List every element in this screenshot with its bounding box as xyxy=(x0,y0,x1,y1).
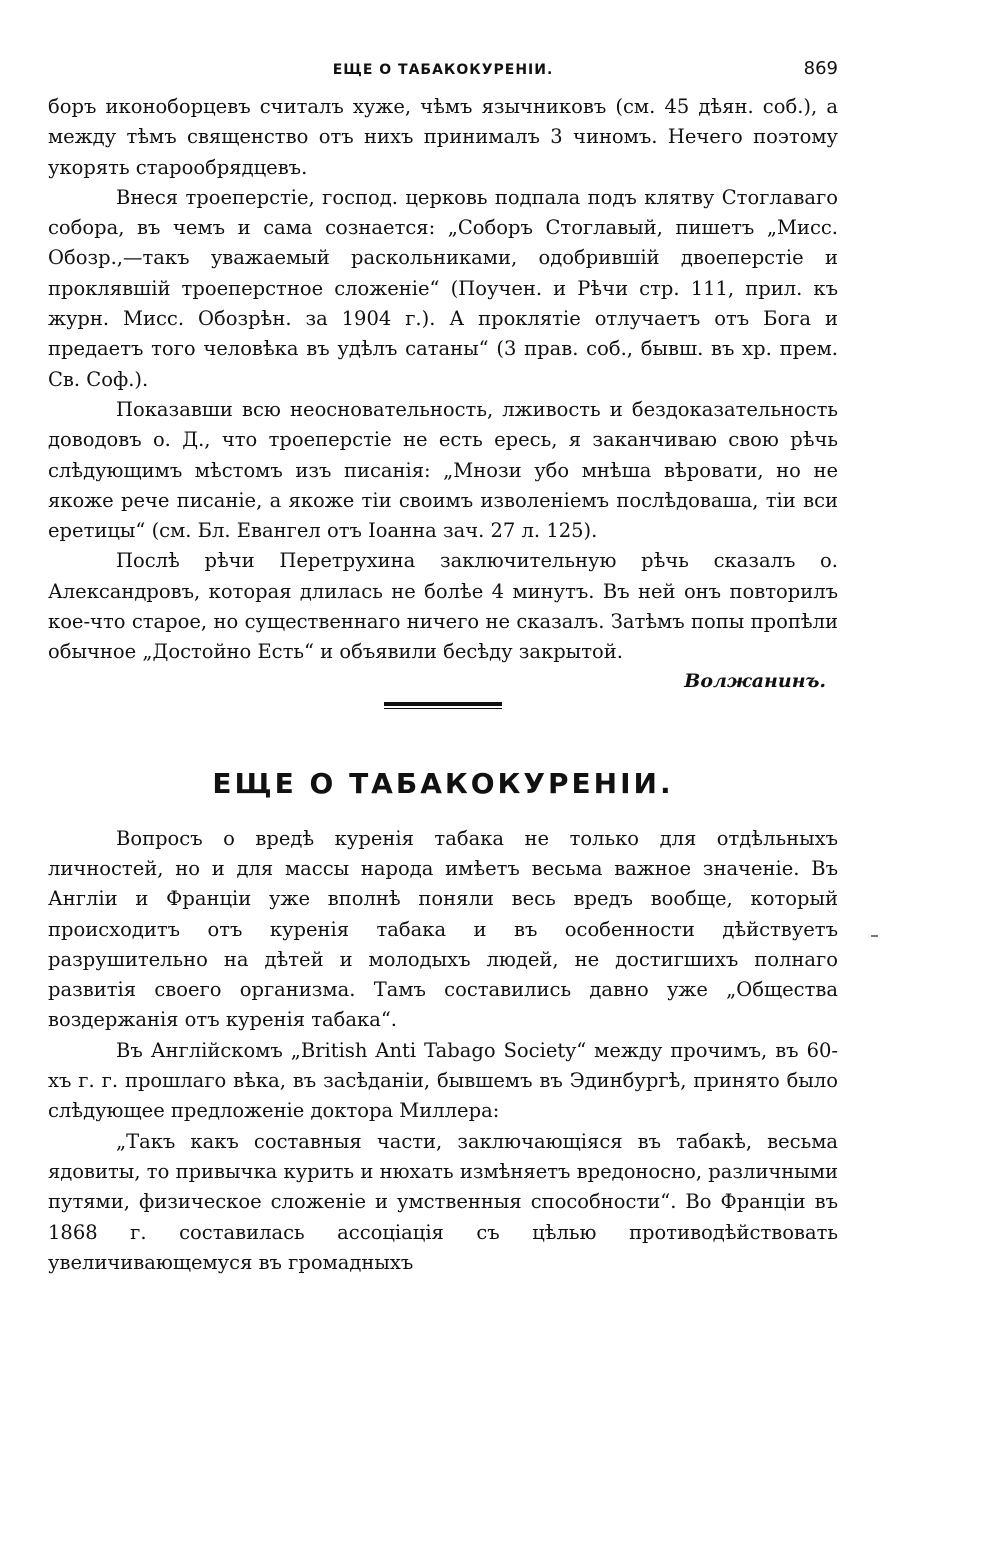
article-conclusion xyxy=(48,92,838,668)
paragraph: Показавши всю неосновательность, лживость и бездоказательность доводовъ о. Д., что троеперстіе не есть ересь, я заканчиваю свою рѣчь слѣдующимъ мѣстомъ изъ писанія: „Мнози убо мнѣша вѣровати, но не якоже рече писаніе, а якоже тіи своимъ изволеніемъ послѣдоваша, тіи вси еретицы“ (см. Бл. Евангел отъ Іоанна зач. 27 л. 125). xyxy=(48,397,838,543)
article-title: ЕЩЕ О ТАБАКОКУРЕНІИ. xyxy=(212,766,674,800)
book-page xyxy=(48,58,838,1278)
paragraph: Послѣ рѣчи Перетрухина заключительную рѣчь сказалъ о. Александровъ, которая длилась не болѣе 4 минутъ. Въ ней онъ повторилъ кое-что старое, но существеннаго ничего не сказалъ. Затѣмъ попы пропѣли обычное „Достойно Есть“ и объявили бесѣду закрытой. xyxy=(48,549,838,664)
running-title: ЕЩЕ О ТАБАКОКУРЕНІИ. xyxy=(332,62,554,78)
page-number: 869 xyxy=(803,58,838,79)
article-body xyxy=(48,824,838,1278)
print-speck xyxy=(871,935,878,937)
running-header xyxy=(48,58,838,92)
paragraph: Внеся троеперстіе, господ. церковь подпала подъ клятву Стоглаваго собора, въ чемъ и сама сознается: „Соборъ Стоглавый, пишетъ „Мисс. Обозр.,—такъ уважаемый раскольниками, одобрившій двоеперстіе и проклявшій троеперстное сложеніе“ (Поучен. и Рѣчи стр. 111, прил. къ журн. Мисс. Обозрѣн. за 1904 г.). А проклятіе отлучаетъ отъ Бога и предаетъ того человѣка въ удѣлъ сатаны“ (3 прав. соб., бывш. въ хр. прем. Св. Соф.). xyxy=(48,185,838,391)
paragraph: боръ иконоборцевъ считалъ хуже, чѣмъ язычниковъ (см. 45 дѣян. соб.), а между тѣмъ священство отъ нихъ принималъ 3 чиномъ. Нечего поэтому укорять старообрядцевъ. xyxy=(48,95,838,179)
section-separator xyxy=(384,702,502,709)
paragraph: Вопросъ о вредѣ куренія табака не только для отдѣльныхъ личностей, но и для массы народа имѣетъ весьма важное значеніе. Въ Англіи и Франціи уже вполнѣ поняли весь вредъ вообще, который происходитъ отъ куренія табака и въ особенности дѣйствуетъ разрушительно на дѣтей и молодыхъ людей, не достигшихъ полнаго развитія своего организма. Тамъ составились давно уже „Общества воздержанія отъ куренія табака“. xyxy=(48,826,838,1032)
author-signature: Волжанинъ. xyxy=(684,669,826,692)
paragraph: „Такъ какъ составныя части, заключающіяся въ табакѣ, весьма ядовиты, то привычка курить и нюхать измѣняетъ вредоносно, различными путями, физическое сложеніе и умственныя способности“. Во Франціи въ 1868 г. составилась ассоціація съ цѣлью противодѣйствовать увеличивающемуся въ громадныхъ xyxy=(48,1129,838,1274)
paragraph: Въ Англійскомъ „British Anti Tabago Society“ между прочимъ, въ 60-хъ г. г. прошлаго вѣка, въ засѣданіи, бывшемъ въ Эдинбургѣ, принято было слѣдующее предложеніе доктора Миллера: xyxy=(48,1038,838,1123)
